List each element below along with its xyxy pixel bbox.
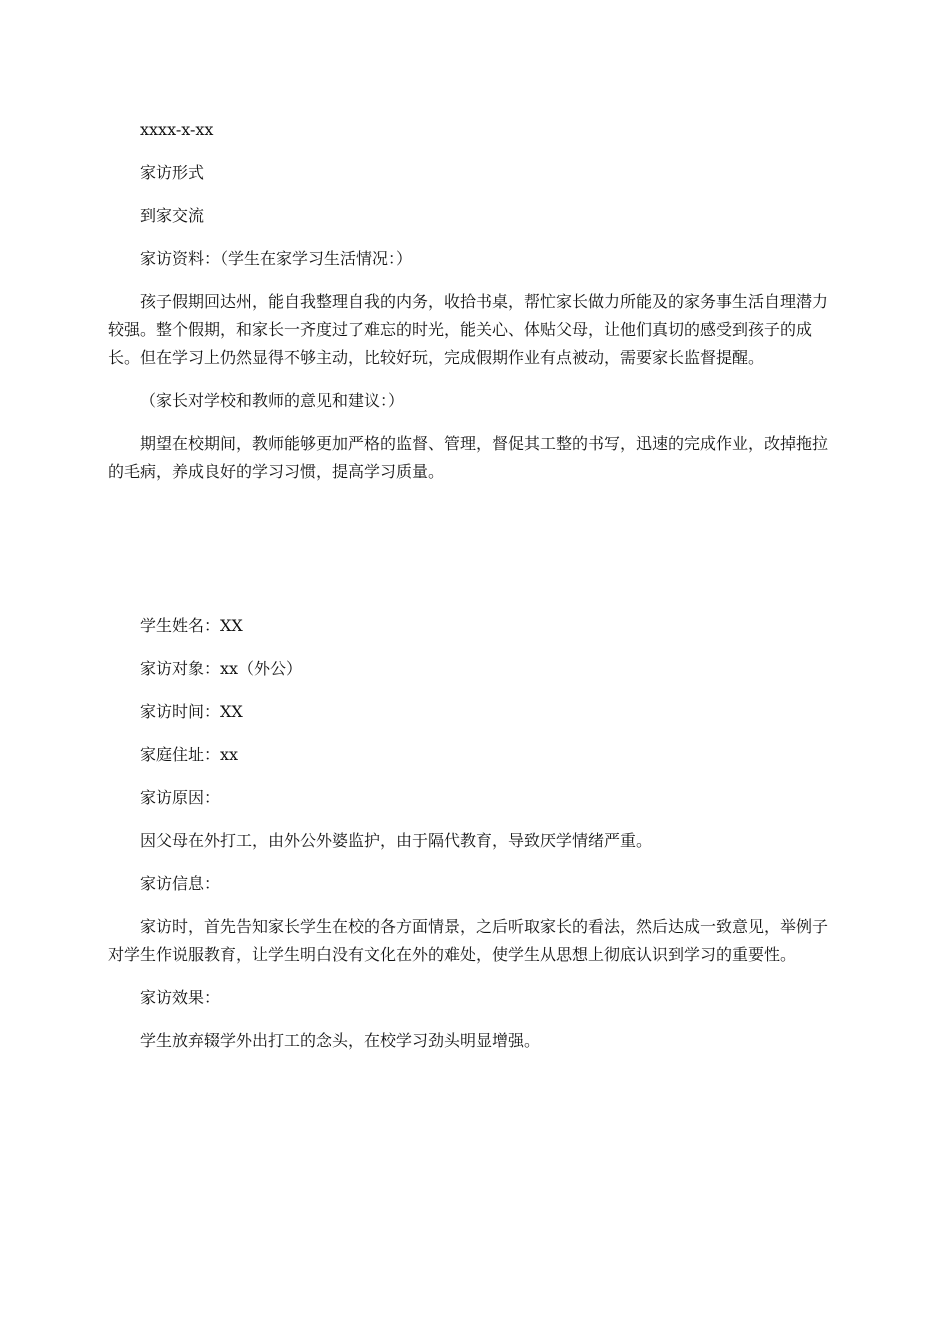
visit-reason-text: 因父母在外打工，由外公外婆监护，由于隔代教育，导致厌学情绪严重。 <box>140 831 653 850</box>
visit-material-text: 孩子假期回达州，能自我整理自我的内务，收拾书桌，帮忙家长做力所能及的家务事生活自理潜力较强。整个假期，和家长一齐度过了难忘的时光，能关心、体贴父母，让他们真切的感受到孩子的成长。但在学习上仍然显得不够主动，比较好玩，完成假期作业有点被动，需要家长监督提醒。 <box>108 292 829 367</box>
visit-material-label: 家访资料：（学生在家学习生活情况：） <box>140 249 413 268</box>
visit-date: xxxx-x-xx <box>140 120 214 139</box>
visit-reason-label: 家访原因： <box>140 788 221 807</box>
visit-form-value: 到家交流 <box>140 206 205 225</box>
home-address: 家庭住址：xx <box>140 745 239 764</box>
visit-form-label: 家访形式 <box>140 163 205 182</box>
visit-target: 家访对象：xx（外公） <box>140 659 303 678</box>
visit-effect-label: 家访效果： <box>140 988 221 1007</box>
student-name: 学生姓名：XX <box>140 616 243 635</box>
home-visit-record-1 <box>108 116 842 501</box>
home-visit-record-2 <box>108 612 842 1070</box>
parent-advice-text: 期望在校期间，教师能够更加严格的监督、管理，督促其工整的书写，迅速的完成作业，改掉拖拉的毛病，养成良好的学习习惯，提高学习质量。 <box>108 434 829 481</box>
parent-advice-label: （家长对学校和教师的意见和建议：） <box>140 391 405 410</box>
visit-info-text: 家访时，首先告知家长学生在校的各方面情景，之后听取家长的看法，然后达成一致意见，举例子对学生作说服教育，让学生明白没有文化在外的难处，使学生从思想上彻底认识到学习的重要性。 <box>108 917 829 964</box>
visit-effect-text: 学生放弃辍学外出打工的念头，在校学习劲头明显增强。 <box>140 1031 541 1050</box>
visit-time: 家访时间：XX <box>140 702 243 721</box>
visit-info-label: 家访信息： <box>140 874 221 893</box>
